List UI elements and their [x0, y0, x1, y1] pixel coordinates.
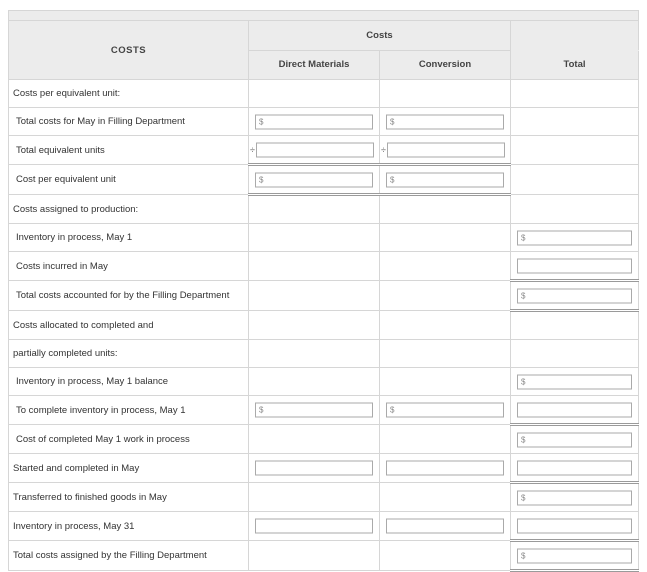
header-row-group: [9, 21, 639, 51]
direct-materials-header: Direct Materials: [249, 50, 380, 80]
table-row: [9, 512, 639, 541]
total-inventory-may1-input[interactable]: $: [517, 230, 632, 245]
dm-to-complete-input[interactable]: $: [255, 403, 373, 418]
total-costs-incurred-input[interactable]: [517, 258, 632, 273]
table-row: [9, 340, 639, 368]
row-label-costs-incurred: Costs incurred in May: [9, 252, 249, 281]
total-accounted-input[interactable]: $: [517, 288, 632, 303]
costs-group-header: Costs: [249, 21, 511, 51]
row-label-to-complete: To complete inventory in process, May 1: [9, 396, 249, 425]
table-row: [9, 311, 639, 340]
row-label-inventory-may1: Inventory in process, May 1: [9, 224, 249, 252]
row-label-total-eu: Total equivalent units: [9, 136, 249, 165]
conv-to-complete-input[interactable]: $: [386, 403, 504, 418]
table-row: [9, 165, 639, 195]
cost-worksheet: [8, 10, 638, 572]
conv-total-eu-input[interactable]: [387, 142, 505, 157]
table-row: [9, 454, 639, 483]
table-row: [9, 252, 639, 281]
conv-total-costs-input[interactable]: $: [386, 114, 504, 129]
row-label-inventory-may1-balance: Inventory in process, May 1 balance: [9, 368, 249, 396]
table-row: [9, 195, 639, 224]
row-label-cost-per-eu: Cost per equivalent unit: [9, 165, 249, 195]
table-row: [9, 541, 639, 571]
table-row: [9, 483, 639, 512]
table-row: [9, 396, 639, 425]
dm-started-completed-input[interactable]: [255, 461, 373, 476]
conv-started-completed-input[interactable]: [386, 461, 504, 476]
table-row: [9, 281, 639, 311]
conv-inventory-may31-input[interactable]: [386, 519, 504, 534]
row-label-transferred: Transferred to finished goods in May: [9, 483, 249, 512]
row-label-costs-allocated: Costs allocated to completed and: [9, 311, 249, 340]
total-cost-completed-input[interactable]: $: [517, 432, 632, 447]
dm-total-costs-input[interactable]: $: [255, 114, 373, 129]
table-row: [9, 224, 639, 252]
row-label-inventory-may31: Inventory in process, May 31: [9, 512, 249, 541]
row-label-cost-completed: Cost of completed May 1 work in process: [9, 425, 249, 454]
cost-table: [8, 10, 639, 572]
table-row: [9, 80, 639, 108]
row-label-total-accounted: Total costs accounted for by the Filling Department: [9, 281, 249, 311]
top-strip: [9, 11, 639, 21]
costs-column-header: COSTS: [9, 21, 249, 80]
conv-cost-per-eu-input[interactable]: $: [386, 172, 504, 187]
total-inventory-balance-input[interactable]: $: [517, 374, 632, 389]
total-started-completed-input[interactable]: [517, 460, 632, 475]
row-label-started-completed: Started and completed in May: [9, 454, 249, 483]
row-label-costs-assigned: Costs assigned to production:: [9, 195, 249, 224]
row-label-partially-completed: partially completed units:: [9, 340, 249, 368]
divide-symbol: ÷: [250, 144, 255, 155]
total-assigned-input[interactable]: $: [517, 548, 632, 563]
dm-cost-per-eu-input[interactable]: $: [255, 172, 373, 187]
row-label-costs-per-eu: Costs per equivalent unit:: [9, 80, 249, 108]
dm-inventory-may31-input[interactable]: [255, 519, 373, 534]
total-inventory-may31-input[interactable]: [517, 518, 632, 533]
table-row: [9, 368, 639, 396]
row-label-total-costs-may: Total costs for May in Filling Department: [9, 108, 249, 136]
total-header-spacer: [511, 21, 639, 51]
row-label-total-assigned: Total costs assigned by the Filling Department: [9, 541, 249, 571]
dm-total-eu-input[interactable]: [256, 142, 374, 157]
total-header: Total: [511, 50, 639, 80]
conversion-header: Conversion: [380, 50, 511, 80]
table-row: [9, 136, 639, 165]
total-to-complete-input[interactable]: [517, 402, 632, 417]
table-row: [9, 108, 639, 136]
table-row: [9, 425, 639, 454]
total-transferred-input[interactable]: $: [517, 490, 632, 505]
divide-symbol: ÷: [381, 144, 386, 155]
